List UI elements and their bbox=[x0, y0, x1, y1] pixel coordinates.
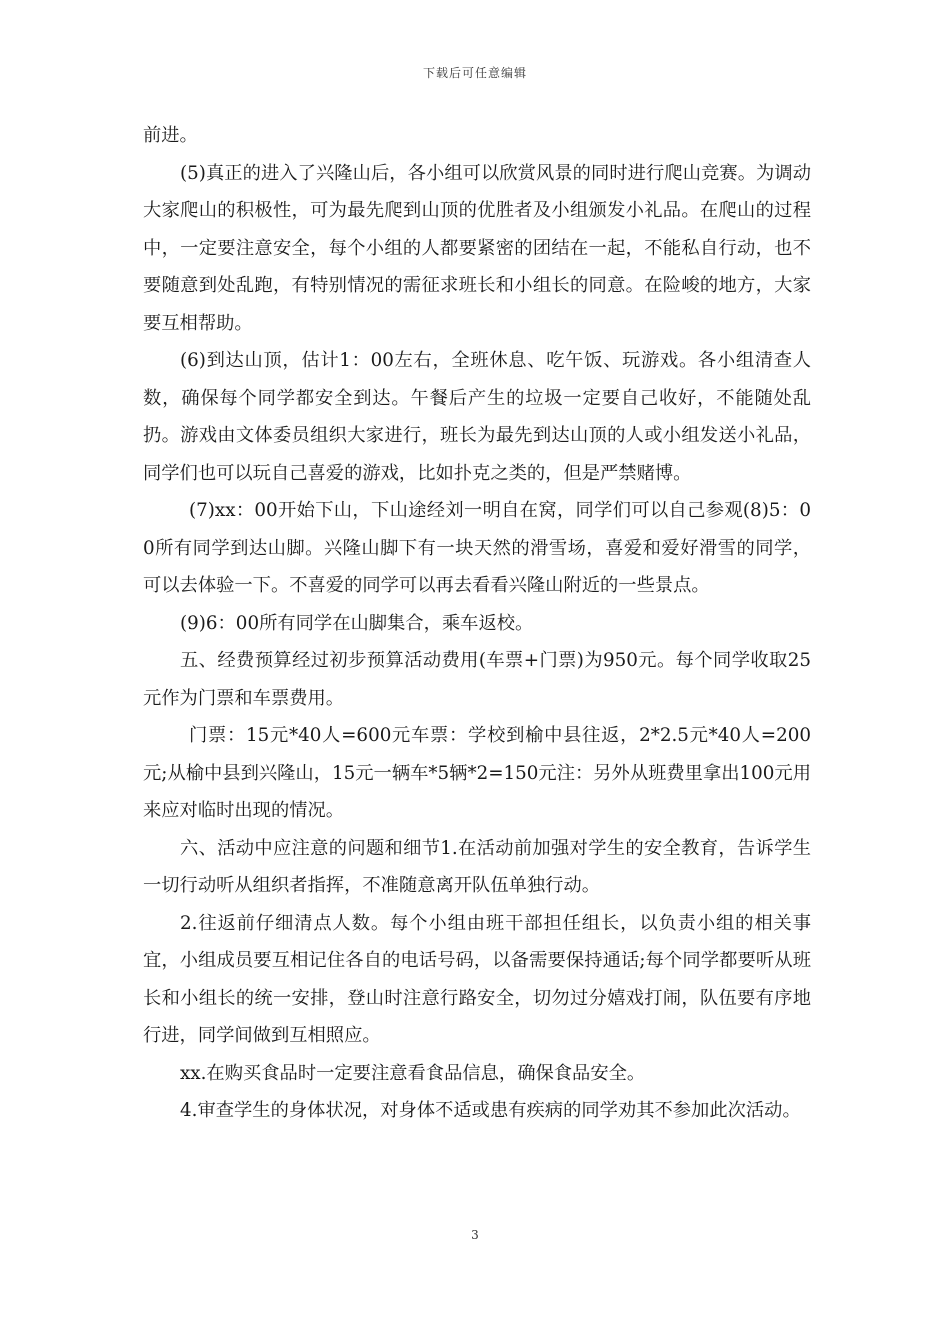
paragraph: 2.往返前仔细清点人数。每个小组由班干部担任组长，以负责小组的相关事宜，小组成员要互相记住各自的电话号码，以备需要保持通话;每个同学都要听从班长和小组长的统一安排，登山时注意行路安全，切勿过分嬉戏打闹，队伍要有序地行进，同学间做到互相照应。 bbox=[143, 912, 811, 1046]
page-number: 3 bbox=[471, 1228, 479, 1242]
page-header: 下载后可任意编辑 bbox=[422, 66, 527, 80]
paragraph: (7)xx：00开始下山，下山途经刘一明自在窝，同学们可以自己参观(8)5：00所有同学到达山脚。兴隆山脚下有一块天然的滑雪场，喜爱和爱好滑雪的同学，可以去体验一下。不喜爱的同学可以再去看看兴隆山附近的一些景点。 bbox=[143, 500, 811, 596]
document-body bbox=[143, 117, 811, 1130]
paragraph: (9)6：00所有同学在山脚集合，乘车返校。 bbox=[180, 612, 534, 634]
paragraph: xx.在购买食品时一定要注意看食品信息，确保食品安全。 bbox=[180, 1062, 646, 1084]
paragraph: 六、活动中应注意的问题和细节1.在活动前加强对学生的安全教育，告诉学生一切行动听从组织者指挥，不准随意离开队伍单独行动。 bbox=[143, 837, 811, 896]
paragraph: (5)真正的进入了兴隆山后，各小组可以欣赏风景的同时进行爬山竞赛。为调动大家爬山的积极性，可为最先爬到山顶的优胜者及小组颁发小礼品。在爬山的过程中，一定要注意安全，每个小组的人都要紧密的团结在一起，不能私自行动，也不要随意到处乱跑，有特别情况的需征求班长和小组长的同意。在险峻的地方，大家要互相帮助。 bbox=[143, 162, 811, 334]
paragraph: (6)到达山顶，估计1：00左右，全班休息、吃午饭、玩游戏。各小组清查人数，确保每个同学都安全到达。午餐后产生的垃圾一定要自己收好，不能随处乱扔。游戏由文体委员组织大家进行，班长为最先到达山顶的人或小组发送小礼品，同学们也可以玩自己喜爱的游戏，比如扑克之类的，但是严禁赌博。 bbox=[143, 350, 811, 484]
paragraph: 门票：15元*40人=600元车票：学校到榆中县往返，2*2.5元*40人=200元;从榆中县到兴隆山，15元一辆车*5辆*2=150元注：另外从班费里拿出100元用来应对临时出现的情况。 bbox=[143, 725, 811, 821]
paragraph: 4.审查学生的身体状况，对身体不适或患有疾病的同学劝其不参加此次活动。 bbox=[180, 1100, 801, 1121]
paragraph: 前进。 bbox=[143, 125, 198, 146]
paragraph: 五、经费预算经过初步预算活动费用(车票+门票)为950元。每个同学收取25元作为门票和车票费用。 bbox=[143, 650, 811, 709]
